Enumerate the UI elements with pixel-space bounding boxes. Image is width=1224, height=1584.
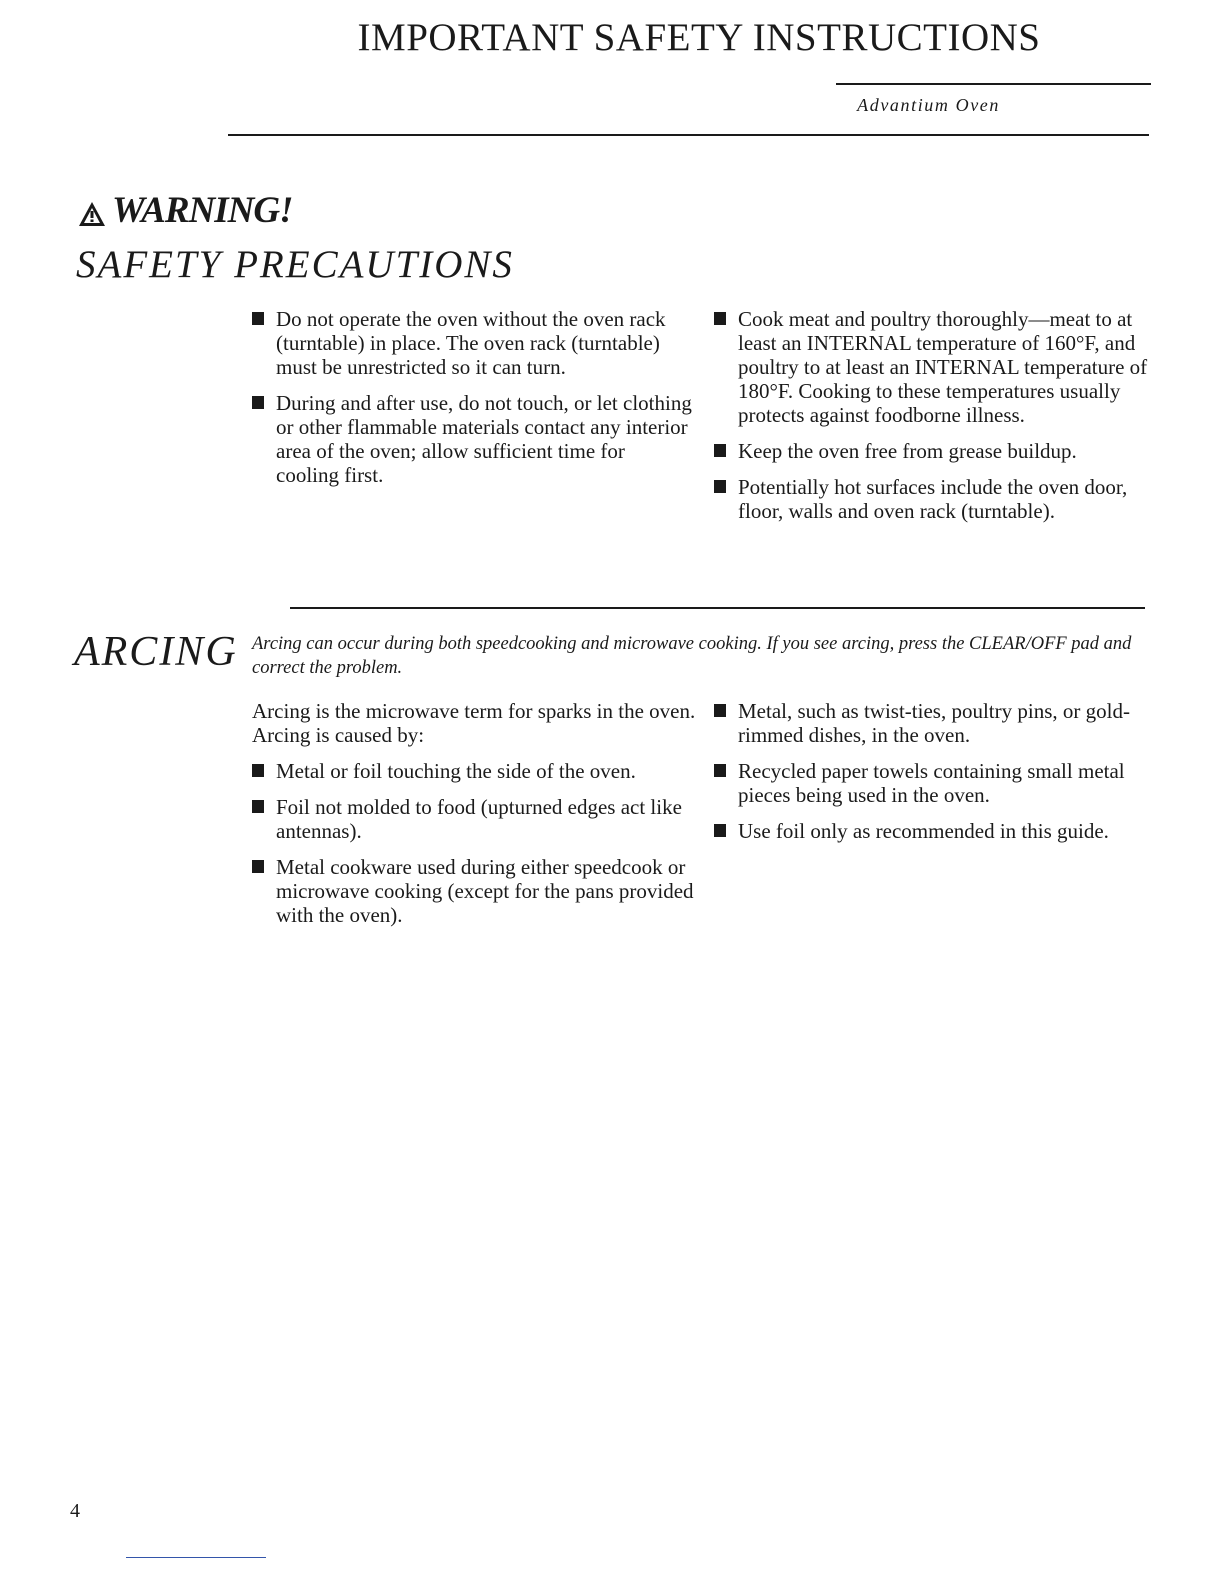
square-bullet-icon [714, 312, 726, 325]
arcing-rule [290, 607, 1145, 609]
square-bullet-icon [714, 444, 726, 457]
arcing-right-column [714, 699, 1134, 855]
arcing-left-column [252, 699, 702, 939]
list-item: Do not operate the oven without the oven rack (turntable) in place. The oven rack (turntable) must be unrestricted so it can turn. [252, 307, 692, 379]
safety-precautions-heading: SAFETY PRECAUTIONS [76, 243, 514, 286]
precautions-left-column [252, 307, 692, 499]
arcing-lead: Arcing is the microwave term for sparks in the oven. Arcing is caused by: [252, 699, 696, 747]
arcing-intro: Arcing can occur during both speedcooking and microwave cooking. If you see arcing, press the CLEAR/OFF pad and correct the problem. [252, 634, 1132, 678]
list-item: Recycled paper towels containing small metal pieces being used in the oven. [714, 759, 1134, 807]
product-subtitle: Advantium Oven [857, 95, 1000, 115]
square-bullet-icon [252, 860, 264, 873]
square-bullet-icon [252, 800, 264, 813]
list-item: Use foil only as recommended in this guide. [714, 819, 1134, 843]
list-item: Metal, such as twist-ties, poultry pins, or gold-rimmed dishes, in the oven. [714, 699, 1134, 747]
square-bullet-icon [714, 824, 726, 837]
square-bullet-icon [714, 480, 726, 493]
square-bullet-icon [252, 312, 264, 325]
square-bullet-icon [714, 704, 726, 717]
footer-line [126, 1557, 266, 1558]
square-bullet-icon [714, 764, 726, 777]
list-item: Keep the oven free from grease buildup. [714, 439, 1149, 463]
list-item: Potentially hot surfaces include the oven door, floor, walls and oven rack (turntable). [714, 475, 1149, 523]
warning-heading [78, 190, 292, 232]
square-bullet-icon [252, 396, 264, 409]
list-item: Metal cookware used during either speedcook or microwave cooking (except for the pans provided with the oven). [252, 855, 702, 927]
list-item: Foil not molded to food (upturned edges act like antennas). [252, 795, 702, 843]
warning-label: WARNING! [112, 190, 293, 231]
warning-triangle-icon [78, 201, 106, 227]
subtitle-rule [836, 83, 1151, 85]
list-item: Cook meat and poultry thoroughly—meat to at least an INTERNAL temperature of 160°F, and poultry to at least an INTERNAL temperature of 180°F. Cooking to these temperatures usually protects against foodborne illness. [714, 307, 1149, 427]
page-title: IMPORTANT SAFETY INSTRUCTIONS [357, 16, 1041, 59]
precautions-right-column [714, 307, 1149, 535]
header-rule [228, 134, 1149, 136]
arcing-heading: ARCING [74, 629, 238, 675]
page-number: 4 [70, 1500, 80, 1522]
list-item: Metal or foil touching the side of the oven. [252, 759, 702, 783]
square-bullet-icon [252, 764, 264, 777]
list-item: During and after use, do not touch, or let clothing or other flammable materials contact any interior area of the oven; allow sufficient time for cooling first. [252, 391, 692, 487]
